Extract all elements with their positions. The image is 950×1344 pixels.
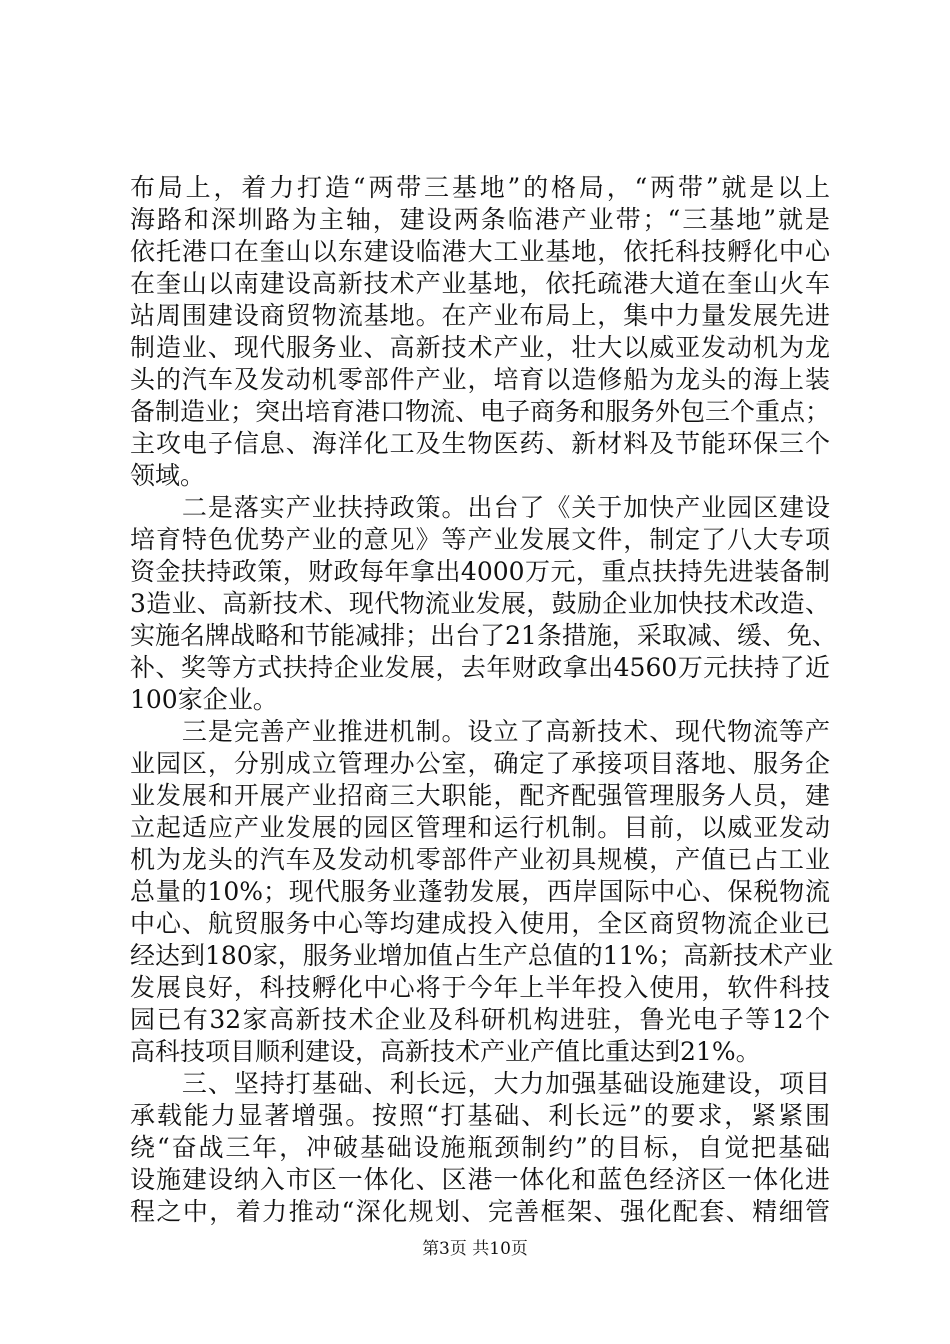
text-line: 三是完善产业推进机制。设立了高新技术、现代物流等产 <box>130 717 830 746</box>
page-number-footer: 第3页 共10页 <box>422 1239 528 1259</box>
text-line: 设施建设纳入市区一体化、区港一体化和蓝色经济区一体化进 <box>130 1165 830 1194</box>
text-line: 主攻电子信息、海洋化工及生物医药、新材料及节能环保三个 <box>130 429 830 458</box>
paragraph-3 <box>130 716 834 1068</box>
text-line: 3造业、高新技术、现代物流业发展，鼓励企业加快技术改造、 <box>130 589 830 618</box>
text-line: 头的汽车及发动机零部件产业，培育以造修船为龙头的海上装 <box>130 365 830 394</box>
text-line: 三、坚持打基础、利长远，大力加强基础设施建设，项目 <box>130 1069 830 1098</box>
text-line: 高科技项目顺利建设，高新技术产业产值比重达到21%。 <box>130 1037 761 1066</box>
text-line: 制造业、现代服务业、高新技术产业，壮大以威亚发动机为龙 <box>130 333 830 362</box>
text-line: 总量的10%；现代服务业蓬勃发展，西岸国际中心、保税物流 <box>130 877 830 906</box>
text-line: 补、奖等方式扶持企业发展，去年财政拿出4560万元扶持了近 <box>130 653 830 682</box>
text-line: 业园区，分别成立管理办公室，确定了承接项目落地、服务企 <box>130 749 830 778</box>
text-line: 布局上，着力打造“两带三基地”的格局，“两带”就是以上 <box>130 173 830 202</box>
text-line: 在奎山以南建设高新技术产业基地，依托疏港大道在奎山火车 <box>130 269 830 298</box>
text-line: 经达到180家，服务业增加值占生产总值的11%；高新技术产业 <box>130 941 834 970</box>
text-line: 海路和深圳路为主轴，建设两条临港产业带；“三基地”就是 <box>130 205 830 234</box>
text-line: 100家企业。 <box>130 685 278 714</box>
document-body <box>130 172 837 1228</box>
paragraph-4 <box>130 1068 830 1228</box>
text-line: 领域。 <box>130 461 206 490</box>
text-line: 站周围建设商贸物流基地。在产业布局上，集中力量发展先进 <box>130 301 830 330</box>
text-line: 发展良好，科技孵化中心将于今年上半年投入使用，软件科技 <box>130 973 830 1002</box>
text-line: 承载能力显著增强。按照“打基础、利长远”的要求，紧紧围 <box>130 1101 830 1130</box>
text-line: 资金扶持政策，财政每年拿出4000万元，重点扶持先进装备制 <box>130 557 830 586</box>
text-line: 备制造业；突出培育港口物流、电子商务和服务外包三个重点； <box>130 397 831 426</box>
paragraph-2 <box>130 492 837 716</box>
text-line: 依托港口在奎山以东建设临港大工业基地，依托科技孵化中心 <box>130 237 830 266</box>
text-line: 园已有32家高新技术企业及科研机构进驻，鲁光电子等12个 <box>130 1005 830 1034</box>
text-line: 绕“奋战三年，冲破基础设施瓶颈制约”的目标，自觉把基础 <box>130 1133 830 1162</box>
text-line: 实施名牌战略和节能减排；出台了21条措施，采取减、缓、免、 <box>130 621 837 650</box>
text-line: 机为龙头的汽车及发动机零部件产业初具规模，产值已占工业 <box>130 845 830 874</box>
text-line: 培育特色优势产业的意见》等产业发展文件，制定了八大专项 <box>130 525 830 554</box>
text-line: 业发展和开展产业招商三大职能，配齐配强管理服务人员，建 <box>130 781 830 810</box>
paragraph-1 <box>130 172 830 492</box>
text-line: 中心、航贸服务中心等均建成投入使用，全区商贸物流企业已 <box>130 909 830 938</box>
text-line: 程之中，着力推动“深化规划、完善框架、强化配套、精细管 <box>130 1197 830 1226</box>
text-line: 二是落实产业扶持政策。出台了《关于加快产业园区建设 <box>130 493 830 522</box>
text-line: 立起适应产业发展的园区管理和运行机制。目前，以威亚发动 <box>130 813 830 842</box>
